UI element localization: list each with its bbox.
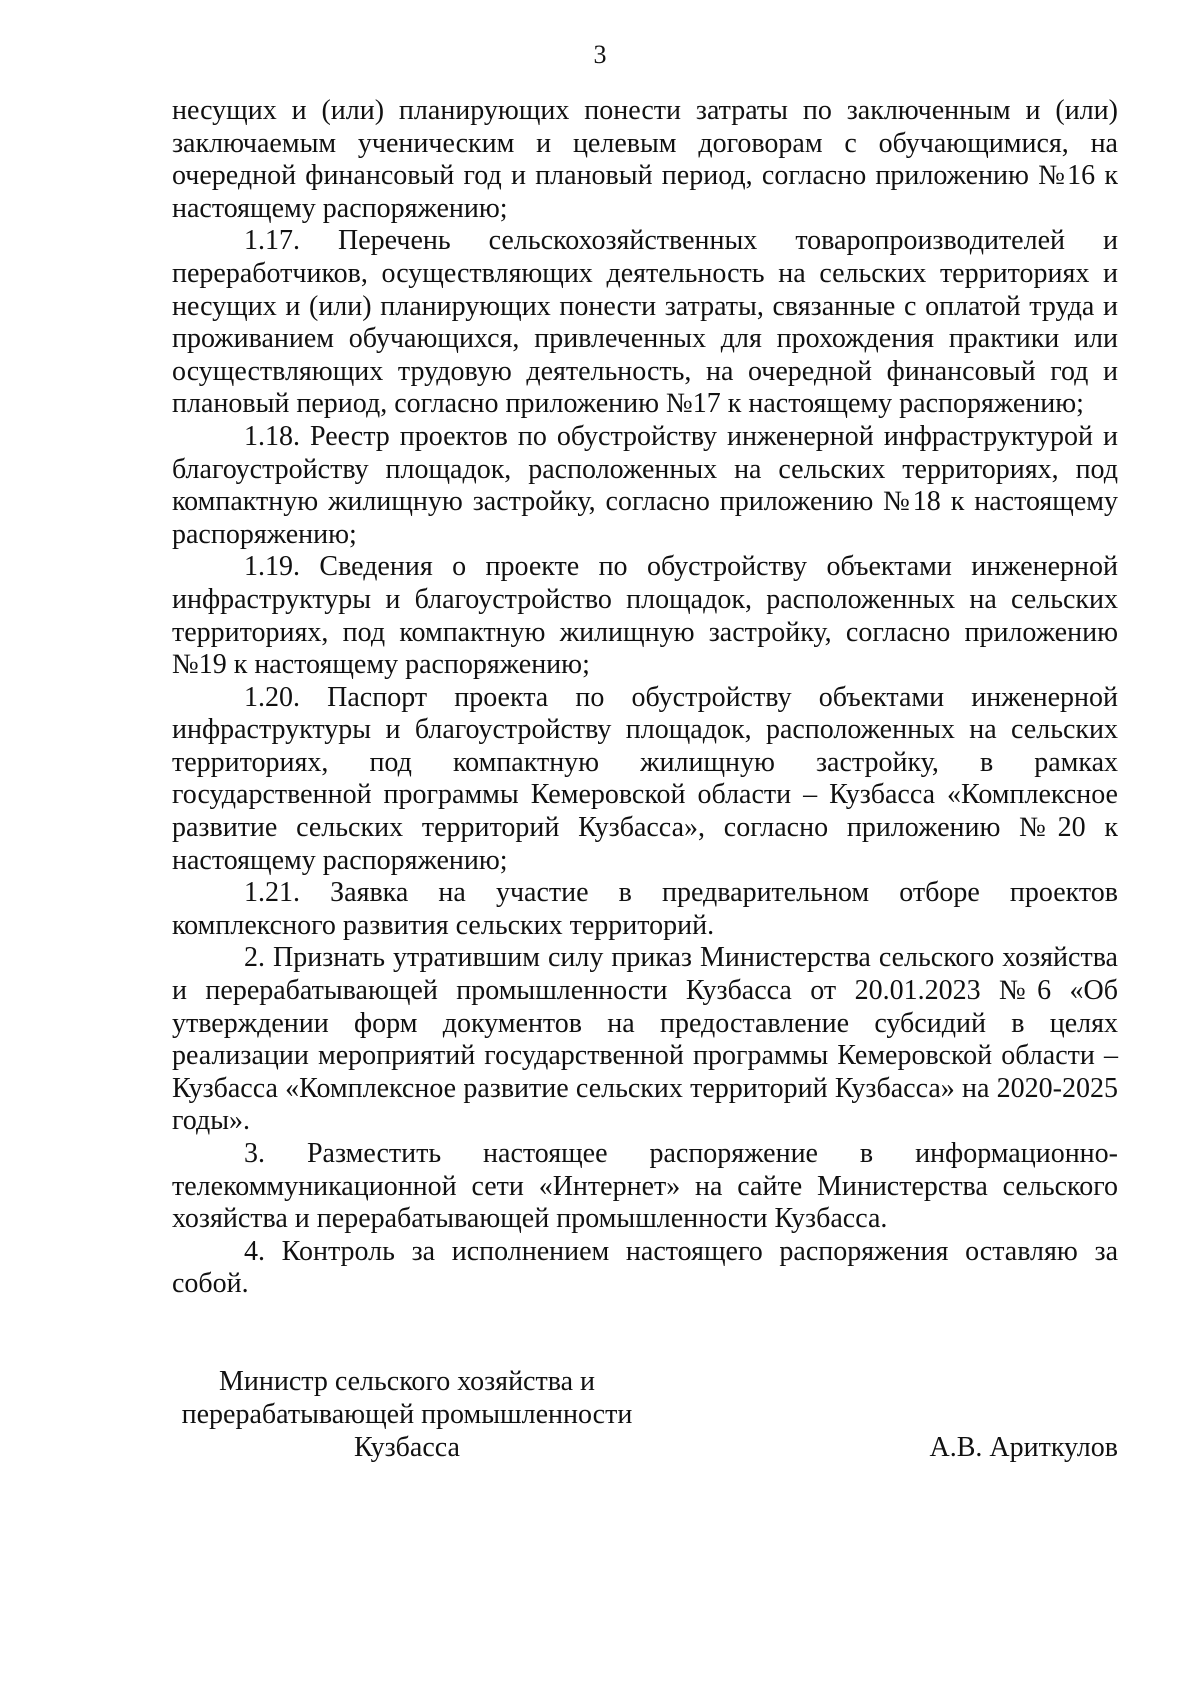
paragraph-item-4: 4. Контроль за исполнением настоящего распоряжения оставляю за собой. [172,1235,1118,1300]
paragraph-item-1-18: 1.18. Реестр проектов по обустройству инженерной инфраструктурой и благоустройству площадок, расположенных на сельских территориях, под компактную жилищную застройку, согласно приложению №18 к настоящему распоряжению; [172,420,1118,550]
signatory-title-line: Министр сельского хозяйства и [219,1366,595,1397]
paragraph-item-1-17: 1.17. Перечень сельскохозяйственных товаропроизводителей и переработчиков, осуществляющих деятельность на сельских территориях и несущих и (или) планирующих понести затраты, связанные с оплатой труда и проживанием обучающихся, привлеченных для прохождения практики или осуществляющих трудовую деятельность, на очередной финансовый год и плановый период, согласно приложению №17 к настоящему распоряжению; [172,225,1118,420]
signatory-name: А.В. Ариткулов [929,1432,1118,1463]
signature-block [172,1365,1118,1464]
paragraph-item-1-20: 1.20. Паспорт проекта по обустройству объектами инженерной инфраструктуры и благоустройству площадок, расположенных на сельских территориях, под компактную жилищную застройку, в рамках государственной программы Кемеровской области – Кузбасса «Комплексное развитие сельских территорий Кузбасса», согласно приложению №20 к настоящему распоряжению; [172,681,1118,876]
paragraph-item-3: 3. Разместить настоящее распоряжение в информационно-телекоммуникационной сети «Интернет» на сайте Министерства сельского хозяйства и перерабатывающей промышленности Кузбасса. [172,1138,1118,1235]
paragraph-item-1-21: 1.21. Заявка на участие в предварительном отборе проектов комплексного развития сельских территорий. [172,877,1118,941]
paragraph-continuation: несущих и (или) планирующих понести затраты по заключенным и (или) заключаемым ученическим и целевым договорам с обучающимися, на очередной финансовый год и плановый период, согласно приложению №16 к настоящему распоряжению; [172,95,1118,224]
signatory-title-line: перерабатывающей промышленности [181,1399,633,1430]
signatory-title-line: Кузбасса [354,1432,460,1463]
signature-row [172,1365,1118,1464]
document-body [172,95,1118,1301]
paragraph-item-2: 2. Признать утратившим силу приказ Министерства сельского хозяйства и перерабатывающей промышленности Кузбасса от 20.01.2023 №6 «Об утверждении форм документов на предоставление субсидий в целях реализации мероприятий государственной программы Кемеровской области – Кузбасса «Комплексное развитие сельских территорий Кузбасса» на 2020-2025 годы». [172,942,1118,1137]
paragraph-item-1-19: 1.19. Сведения о проекте по обустройству объектами инженерной инфраструктуры и благоустройство площадок, расположенных на сельских территориях, под компактную жилищную застройку, согласно приложению №19 к настоящему распоряжению; [172,551,1118,681]
signatory-title [172,1365,642,1464]
page-number: 3 [593,40,607,69]
